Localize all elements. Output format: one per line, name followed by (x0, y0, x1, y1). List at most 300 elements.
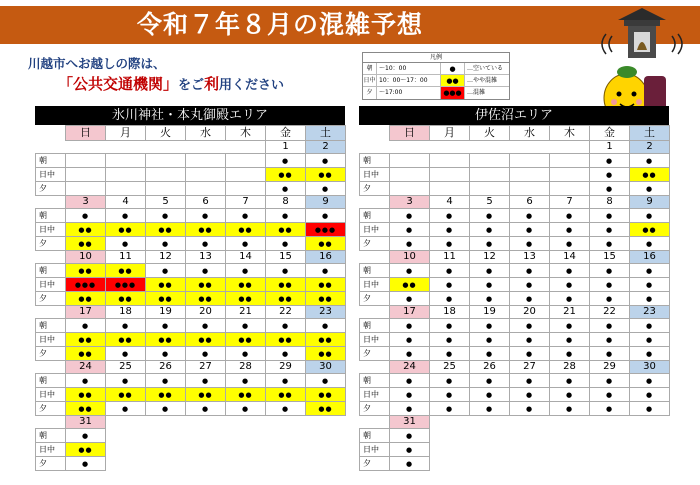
date-cell: 30 (306, 361, 346, 374)
congestion-cell: ● (470, 333, 510, 347)
date-cell: 22 (266, 306, 306, 319)
legend-row-evening (363, 87, 509, 99)
empty-cell (226, 154, 266, 168)
congestion-cell: ● (510, 319, 550, 333)
congestion-cell: ●● (186, 278, 226, 292)
congestion-cell: ● (430, 333, 470, 347)
congestion-cell: ●● (630, 168, 670, 182)
congestion-cell: ● (630, 278, 670, 292)
empty-date-cell (470, 416, 510, 429)
congestion-cell: ●● (106, 223, 146, 237)
congestion-cell: ● (106, 209, 146, 223)
empty-date-cell (106, 416, 146, 429)
empty-cell (590, 457, 630, 471)
congestion-cell: ● (510, 264, 550, 278)
congestion-cell: ● (590, 347, 630, 361)
date-cell: 5 (470, 196, 510, 209)
empty-cell (470, 168, 510, 182)
congestion-cell: ● (590, 333, 630, 347)
congestion-cell: ● (550, 388, 590, 402)
slot-label: 日中 (36, 168, 66, 182)
congestion-cell: ●● (106, 388, 146, 402)
date-cell: 20 (510, 306, 550, 319)
congestion-cell: ● (430, 374, 470, 388)
congestion-cell: ● (550, 278, 590, 292)
person-icon: ●●● (441, 87, 465, 99)
slot-row (360, 374, 670, 388)
congestion-cell: ● (510, 237, 550, 251)
row-label-blank (360, 251, 390, 264)
congestion-cell: ● (390, 223, 430, 237)
legend-desc: …やや混雑 (467, 77, 498, 84)
slot-label: 夕 (36, 402, 66, 416)
date-cell: 5 (146, 196, 186, 209)
date-cell: 24 (66, 361, 106, 374)
row-label-blank (360, 361, 390, 374)
date-row (36, 141, 346, 154)
empty-cell (66, 182, 106, 196)
empty-cell (510, 457, 550, 471)
congestion-cell: ● (630, 264, 670, 278)
date-cell: 9 (630, 196, 670, 209)
congestion-cell: ● (390, 443, 430, 457)
empty-cell (306, 429, 346, 443)
congestion-cell: ● (590, 292, 630, 306)
date-cell: 1 (590, 141, 630, 154)
congestion-cell: ●● (306, 388, 346, 402)
congestion-cell: ● (630, 319, 670, 333)
congestion-cell: ● (146, 347, 186, 361)
congestion-cell: ● (470, 347, 510, 361)
congestion-cell: ● (390, 457, 430, 471)
empty-cell (146, 168, 186, 182)
slot-label: 日中 (360, 333, 390, 347)
slot-label: 朝 (360, 374, 390, 388)
date-cell: 26 (470, 361, 510, 374)
empty-cell (226, 443, 266, 457)
empty-date-cell (66, 141, 106, 154)
legend-time: ～17:00 (377, 87, 441, 99)
congestion-cell: ● (106, 319, 146, 333)
congestion-cell: ● (590, 264, 630, 278)
empty-cell (630, 429, 670, 443)
slot-label: 朝 (360, 209, 390, 223)
empty-cell (550, 168, 590, 182)
congestion-cell: ●● (146, 388, 186, 402)
congestion-cell: ● (590, 374, 630, 388)
legend-label: 朝 (363, 63, 377, 74)
congestion-cell: ●● (630, 223, 670, 237)
date-row (360, 251, 670, 264)
congestion-cell: ● (630, 347, 670, 361)
empty-cell (430, 457, 470, 471)
slot-row (36, 388, 346, 402)
congestion-cell: ●● (306, 278, 346, 292)
empty-date-cell (430, 141, 470, 154)
slot-row (360, 278, 670, 292)
congestion-cell: ●● (66, 333, 106, 347)
area-title: 伊佐沼エリア (359, 106, 669, 125)
congestion-cell: ● (390, 264, 430, 278)
calendar-grid (35, 125, 346, 471)
date-row (36, 416, 346, 429)
date-row (36, 251, 346, 264)
slot-row (36, 278, 346, 292)
calendar-grid (359, 125, 670, 471)
congestion-cell: ● (590, 402, 630, 416)
congestion-cell: ● (470, 278, 510, 292)
congestion-cell: ● (510, 402, 550, 416)
congestion-cell: ●● (390, 278, 430, 292)
congestion-cell: ● (510, 292, 550, 306)
slot-label: 夕 (36, 347, 66, 361)
congestion-cell: ● (470, 388, 510, 402)
date-cell: 20 (186, 306, 226, 319)
empty-cell (226, 168, 266, 182)
empty-cell (510, 168, 550, 182)
date-cell: 31 (390, 416, 430, 429)
weekday-header-row (360, 126, 670, 141)
congestion-cell: ● (630, 333, 670, 347)
slot-label: 日中 (36, 333, 66, 347)
row-label-blank (36, 416, 66, 429)
congestion-cell: ●● (306, 292, 346, 306)
calendar-isanuma-area (359, 106, 669, 471)
legend-row-daytime (363, 75, 509, 87)
page-title: 令和７年８月の混雑予想 (136, 10, 423, 39)
slot-label: 日中 (360, 278, 390, 292)
empty-cell (146, 182, 186, 196)
slot-row (360, 443, 670, 457)
date-cell: 30 (630, 361, 670, 374)
area-title: 氷川神社・本丸御殿エリア (35, 106, 345, 125)
congestion-cell: ● (186, 374, 226, 388)
congestion-cell: ●● (266, 388, 306, 402)
date-cell: 12 (146, 251, 186, 264)
slot-label: 夕 (360, 347, 390, 361)
congestion-cell: ●● (226, 292, 266, 306)
congestion-cell: ● (590, 182, 630, 196)
empty-cell (306, 457, 346, 471)
slot-label: 日中 (36, 388, 66, 402)
weekday-header: 金 (590, 126, 630, 141)
notice-mid: をご (178, 78, 205, 93)
empty-date-cell (430, 416, 470, 429)
slot-row (360, 264, 670, 278)
congestion-cell: ● (470, 223, 510, 237)
weekday-header: 水 (510, 126, 550, 141)
congestion-cell: ●● (306, 402, 346, 416)
congestion-cell: ●● (306, 168, 346, 182)
date-cell: 12 (470, 251, 510, 264)
congestion-cell: ● (630, 154, 670, 168)
congestion-cell: ●● (186, 223, 226, 237)
slot-label: 夕 (360, 237, 390, 251)
empty-cell (106, 168, 146, 182)
date-cell: 23 (306, 306, 346, 319)
date-cell: 6 (510, 196, 550, 209)
row-label-blank (360, 306, 390, 319)
slot-label: 夕 (360, 457, 390, 471)
congestion-cell: ●● (66, 347, 106, 361)
congestion-cell: ●● (106, 292, 146, 306)
slot-label: 朝 (360, 319, 390, 333)
congestion-cell: ● (266, 264, 306, 278)
congestion-cell: ● (430, 278, 470, 292)
legend-row-morning (363, 63, 509, 75)
congestion-cell: ● (550, 264, 590, 278)
congestion-cell: ●● (66, 402, 106, 416)
congestion-cell: ● (470, 374, 510, 388)
slot-label: 夕 (36, 292, 66, 306)
legend-desc: …空いている (467, 65, 504, 72)
slot-label: 夕 (360, 292, 390, 306)
date-cell: 2 (630, 141, 670, 154)
slot-row (36, 457, 346, 471)
slot-row (36, 319, 346, 333)
empty-cell (430, 182, 470, 196)
slot-row (360, 292, 670, 306)
empty-cell (550, 154, 590, 168)
congestion-cell: ● (226, 209, 266, 223)
congestion-cell: ● (510, 209, 550, 223)
slot-label: 朝 (36, 374, 66, 388)
row-label-blank (36, 251, 66, 264)
congestion-cell: ● (226, 347, 266, 361)
slot-row (36, 374, 346, 388)
congestion-cell: ●● (306, 237, 346, 251)
date-row (36, 306, 346, 319)
date-cell: 27 (186, 361, 226, 374)
empty-date-cell (226, 416, 266, 429)
congestion-cell: ●● (66, 443, 106, 457)
slot-row (36, 237, 346, 251)
slot-label: 夕 (36, 237, 66, 251)
slot-row (36, 429, 346, 443)
slot-label: 夕 (36, 182, 66, 196)
date-cell: 10 (390, 251, 430, 264)
empty-cell (146, 443, 186, 457)
date-row (360, 361, 670, 374)
congestion-cell: ●● (266, 168, 306, 182)
empty-cell (106, 457, 146, 471)
slot-row (360, 388, 670, 402)
date-row (360, 196, 670, 209)
empty-cell (590, 429, 630, 443)
date-cell: 18 (430, 306, 470, 319)
congestion-cell: ● (66, 209, 106, 223)
empty-cell (266, 457, 306, 471)
slot-row (360, 168, 670, 182)
date-cell: 28 (226, 361, 266, 374)
empty-cell (470, 443, 510, 457)
congestion-cell: ● (146, 264, 186, 278)
congestion-cell: ● (390, 237, 430, 251)
congestion-cell: ● (266, 402, 306, 416)
congestion-cell: ●● (186, 292, 226, 306)
empty-date-cell (186, 416, 226, 429)
empty-cell (186, 429, 226, 443)
weekday-header: 火 (146, 126, 186, 141)
slot-label: 日中 (36, 223, 66, 237)
congestion-cell: ● (630, 292, 670, 306)
congestion-cell: ● (390, 347, 430, 361)
legend-time: ～10：00 (377, 63, 441, 74)
date-cell: 26 (146, 361, 186, 374)
empty-cell (550, 429, 590, 443)
congestion-cell: ● (510, 223, 550, 237)
empty-cell (430, 429, 470, 443)
slot-row (360, 209, 670, 223)
congestion-cell: ● (306, 319, 346, 333)
empty-cell (510, 154, 550, 168)
empty-cell (470, 429, 510, 443)
congestion-cell: ● (390, 292, 430, 306)
empty-cell (306, 443, 346, 457)
weekday-header: 水 (186, 126, 226, 141)
date-row (360, 306, 670, 319)
empty-date-cell (390, 141, 430, 154)
weekday-header-row (36, 126, 346, 141)
date-cell: 19 (146, 306, 186, 319)
slot-label: 日中 (36, 443, 66, 457)
congestion-cell: ● (390, 402, 430, 416)
date-cell: 17 (66, 306, 106, 319)
slot-row (36, 223, 346, 237)
notice-line-2 (28, 74, 284, 96)
date-cell: 31 (66, 416, 106, 429)
congestion-cell: ●● (186, 333, 226, 347)
congestion-cell: ● (390, 333, 430, 347)
slot-row (360, 182, 670, 196)
congestion-cell: ● (590, 168, 630, 182)
empty-cell (266, 443, 306, 457)
slot-label: 朝 (360, 264, 390, 278)
weekday-header: 月 (430, 126, 470, 141)
slot-row (360, 237, 670, 251)
congestion-cell: ● (430, 292, 470, 306)
empty-cell (510, 443, 550, 457)
empty-cell (550, 182, 590, 196)
legend-time: 10：00～17：00 (377, 75, 441, 86)
congestion-cell: ● (430, 402, 470, 416)
congestion-cell: ● (146, 237, 186, 251)
congestion-cell: ● (590, 388, 630, 402)
congestion-cell: ● (226, 237, 266, 251)
slot-row (36, 443, 346, 457)
slot-label: 朝 (360, 154, 390, 168)
empty-cell (186, 154, 226, 168)
slot-row (36, 333, 346, 347)
slot-row (360, 319, 670, 333)
notice-line-1: 川越市へお越しの際は、 (28, 56, 166, 71)
congestion-cell: ● (430, 209, 470, 223)
row-label-blank (36, 306, 66, 319)
slot-row (360, 223, 670, 237)
congestion-cell: ● (66, 374, 106, 388)
weekday-header: 月 (106, 126, 146, 141)
congestion-cell: ● (266, 347, 306, 361)
congestion-cell: ● (226, 319, 266, 333)
congestion-cell: ● (226, 402, 266, 416)
congestion-cell: ● (430, 237, 470, 251)
empty-cell (510, 429, 550, 443)
slot-label: 夕 (36, 457, 66, 471)
congestion-cell: ● (266, 209, 306, 223)
slot-row (36, 402, 346, 416)
date-cell: 10 (66, 251, 106, 264)
slot-row (36, 264, 346, 278)
congestion-cell: ●● (306, 333, 346, 347)
empty-date-cell (186, 141, 226, 154)
empty-date-cell (470, 141, 510, 154)
congestion-cell: ● (510, 278, 550, 292)
calendar-hikawa-area (35, 106, 345, 471)
congestion-cell: ● (306, 209, 346, 223)
congestion-cell: ● (590, 278, 630, 292)
notice-highlight: 利 (204, 75, 220, 93)
congestion-cell: ● (266, 237, 306, 251)
congestion-cell: ● (106, 347, 146, 361)
legend-label: 日中 (363, 77, 376, 84)
slot-label: 朝 (360, 429, 390, 443)
empty-cell (106, 182, 146, 196)
congestion-cell: ● (550, 209, 590, 223)
empty-cell (630, 457, 670, 471)
empty-cell (226, 429, 266, 443)
congestion-cell: ●● (226, 388, 266, 402)
legend-box (362, 52, 510, 100)
empty-date-cell (106, 141, 146, 154)
congestion-cell: ● (510, 333, 550, 347)
date-cell: 27 (510, 361, 550, 374)
empty-cell (106, 154, 146, 168)
congestion-cell: ● (390, 388, 430, 402)
date-cell: 2 (306, 141, 346, 154)
slot-row (360, 402, 670, 416)
person-icon: ● (441, 63, 465, 74)
date-cell: 11 (430, 251, 470, 264)
congestion-cell: ● (106, 237, 146, 251)
empty-cell (430, 168, 470, 182)
date-cell: 9 (306, 196, 346, 209)
congestion-cell: ● (66, 319, 106, 333)
row-label-blank (360, 196, 390, 209)
date-cell: 16 (630, 251, 670, 264)
congestion-cell: ● (430, 223, 470, 237)
congestion-cell: ●● (146, 278, 186, 292)
congestion-cell: ● (186, 264, 226, 278)
date-cell: 18 (106, 306, 146, 319)
slot-label: 朝 (36, 319, 66, 333)
date-cell: 21 (226, 306, 266, 319)
congestion-cell: ● (550, 333, 590, 347)
empty-cell (106, 443, 146, 457)
empty-date-cell (590, 416, 630, 429)
congestion-cell: ●● (266, 292, 306, 306)
date-row (360, 141, 670, 154)
congestion-cell: ● (390, 429, 430, 443)
congestion-cell: ● (186, 402, 226, 416)
date-cell: 16 (306, 251, 346, 264)
date-cell: 8 (266, 196, 306, 209)
empty-cell (470, 457, 510, 471)
legend-label: 夕 (363, 87, 377, 99)
slot-label: 朝 (36, 429, 66, 443)
congestion-cell: ●● (226, 333, 266, 347)
congestion-cell: ●● (266, 278, 306, 292)
date-cell: 13 (510, 251, 550, 264)
